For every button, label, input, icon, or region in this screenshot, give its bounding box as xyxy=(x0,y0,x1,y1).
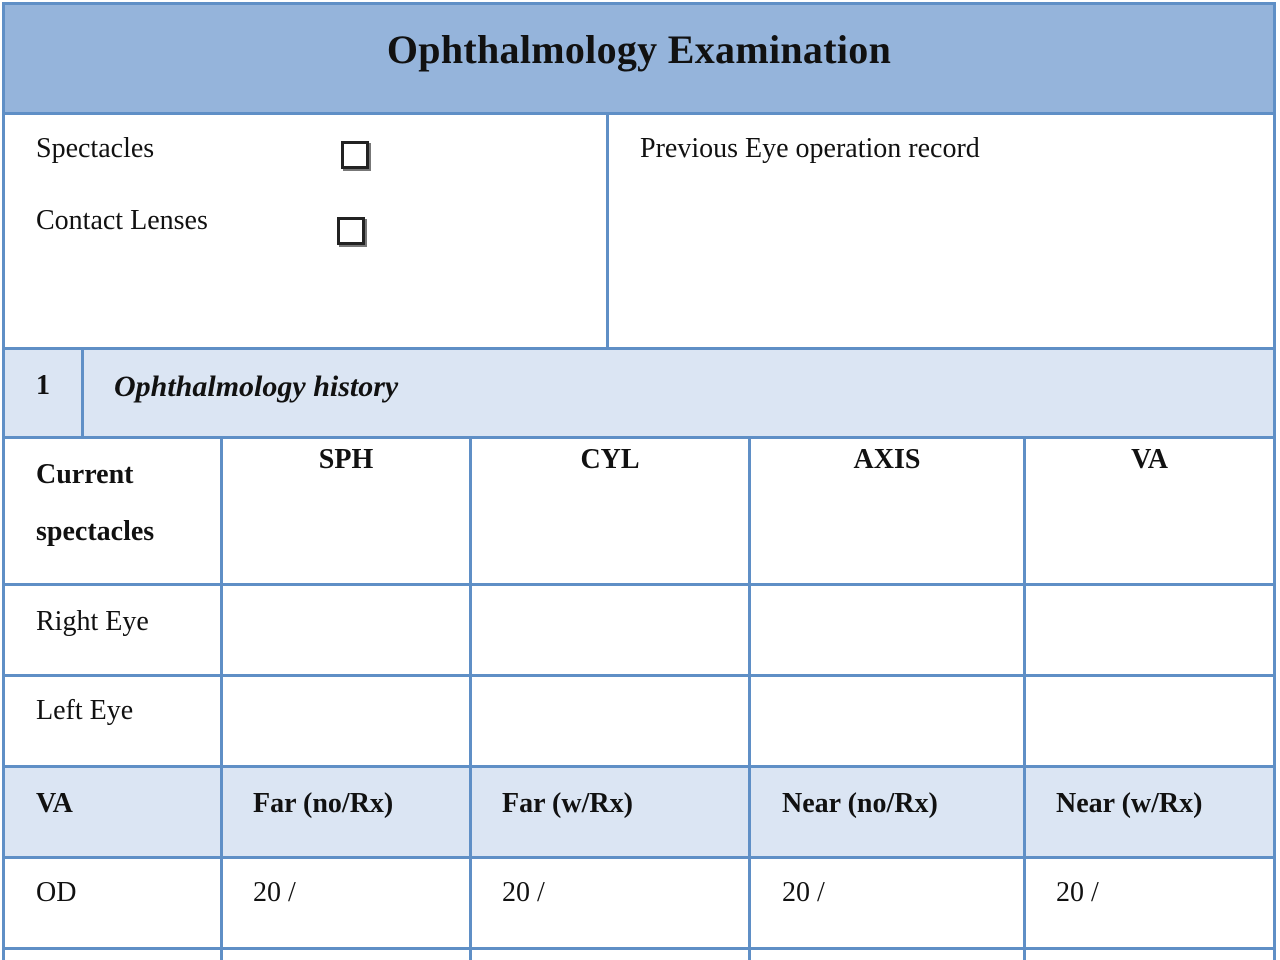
next-row-cell xyxy=(1023,947,1276,960)
od-far-no-rx-field[interactable] xyxy=(220,856,472,950)
od-near-no-rx-value: 20 / xyxy=(782,877,825,908)
right-eye-sph-field[interactable] xyxy=(220,583,472,677)
left-eye-sph-field[interactable] xyxy=(220,674,472,768)
left-eye-va-field[interactable] xyxy=(1023,674,1276,768)
od-near-no-rx-field[interactable] xyxy=(748,856,1026,950)
left-eye-cyl-field[interactable] xyxy=(469,674,751,768)
left-eye-axis-field[interactable] xyxy=(748,674,1026,768)
od-far-w-rx-value: 20 / xyxy=(502,877,545,908)
od-label-cell xyxy=(2,856,223,950)
section-title: Ophthalmology history xyxy=(114,370,399,403)
va-column-far-no-rx xyxy=(220,765,472,859)
ophthalmology-form xyxy=(2,2,1276,960)
od-near-w-rx-value: 20 / xyxy=(1056,877,1099,908)
section-number: 1 xyxy=(36,370,50,401)
form-title: Ophthalmology Examination xyxy=(386,27,892,72)
contact-lenses-checkbox[interactable] xyxy=(337,217,365,245)
left-eye-label: Left Eye xyxy=(36,695,134,726)
column-header-va xyxy=(1023,436,1276,586)
current-spectacles-line2: spectacles xyxy=(36,516,155,547)
column-header-cyl xyxy=(469,436,751,586)
next-row-cell xyxy=(220,947,472,960)
axis-label: AXIS xyxy=(853,444,921,475)
previous-operation-section[interactable] xyxy=(606,112,1276,350)
next-row-cell xyxy=(469,947,751,960)
column-header-sph xyxy=(220,436,472,586)
far-w-rx-label: Far (w/Rx) xyxy=(502,788,633,819)
right-eye-cyl-field[interactable] xyxy=(469,583,751,677)
far-no-rx-label: Far (no/Rx) xyxy=(253,788,394,819)
section-title-cell xyxy=(81,347,1276,439)
near-w-rx-label: Near (w/Rx) xyxy=(1056,788,1203,819)
contact-lenses-label: Contact Lenses xyxy=(36,205,208,236)
column-header-axis xyxy=(748,436,1026,586)
form-title-bar xyxy=(2,2,1276,115)
od-label: OD xyxy=(36,877,77,908)
od-near-w-rx-field[interactable] xyxy=(1023,856,1276,950)
spectacles-label: Spectacles xyxy=(36,133,155,164)
right-eye-axis-field[interactable] xyxy=(748,583,1026,677)
cyl-label: CYL xyxy=(580,444,640,475)
eyewear-section xyxy=(2,112,609,350)
od-far-no-rx-value: 20 / xyxy=(253,877,296,908)
od-far-w-rx-field[interactable] xyxy=(469,856,751,950)
right-eye-label: Right Eye xyxy=(36,606,149,637)
va-label: VA xyxy=(1131,444,1168,475)
current-spectacles-cell xyxy=(2,436,223,586)
va-column-near-no-rx xyxy=(748,765,1026,859)
right-eye-va-field[interactable] xyxy=(1023,583,1276,677)
next-row-label-cell xyxy=(2,947,223,960)
section-number-cell xyxy=(2,347,84,439)
va-header-label: VA xyxy=(36,788,73,819)
va-column-near-w-rx xyxy=(1023,765,1276,859)
current-spectacles-line1: Current xyxy=(36,459,134,490)
next-row-cell xyxy=(748,947,1026,960)
right-eye-label-cell xyxy=(2,583,223,677)
sph-label: SPH xyxy=(318,444,374,475)
spectacles-checkbox[interactable] xyxy=(341,141,369,169)
left-eye-label-cell xyxy=(2,674,223,768)
va-column-far-w-rx xyxy=(469,765,751,859)
near-no-rx-label: Near (no/Rx) xyxy=(782,788,938,819)
va-header-cell xyxy=(2,765,223,859)
previous-operation-label: Previous Eye operation record xyxy=(640,133,980,164)
